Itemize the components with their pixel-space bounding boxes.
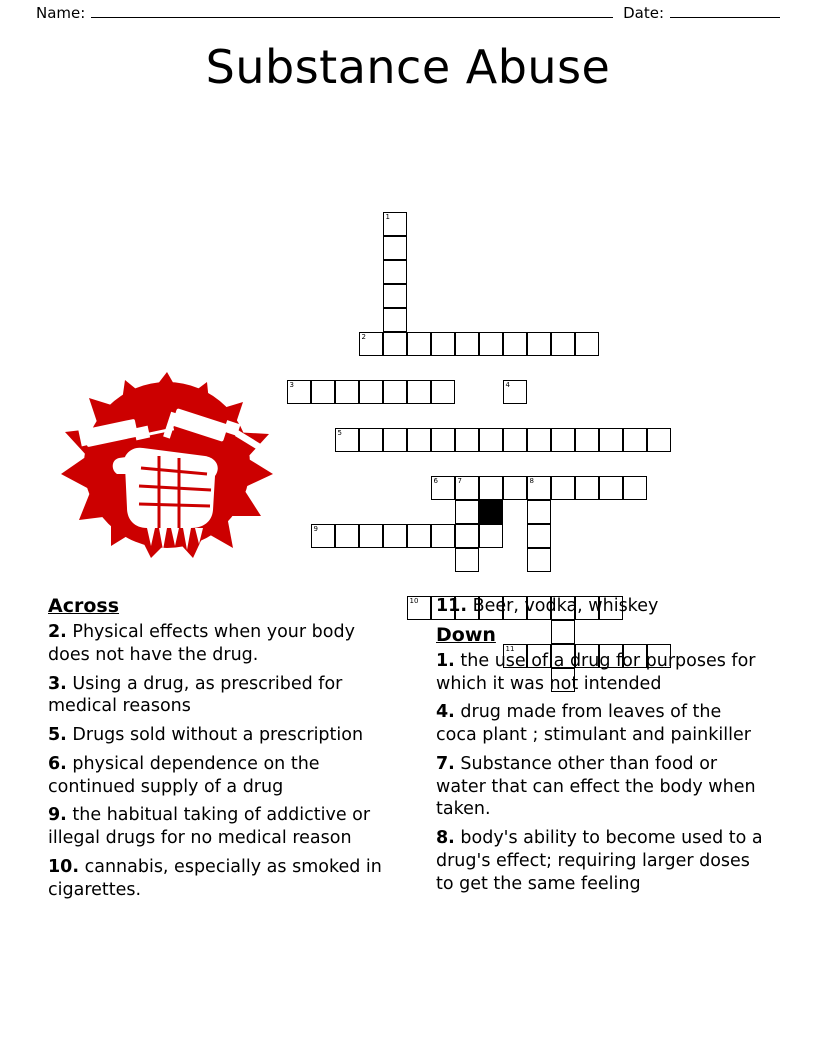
clue-number: 6. — [48, 753, 67, 774]
clue-across-9 — [48, 804, 390, 850]
clues-column-left — [40, 595, 408, 907]
grid-cell[interactable] — [455, 548, 479, 572]
grid-cell[interactable] — [455, 476, 479, 500]
grid-cell[interactable] — [623, 476, 647, 500]
grid-cell-number: 11 — [505, 645, 515, 653]
grid-cell[interactable] — [527, 500, 551, 524]
grid-cell[interactable] — [527, 548, 551, 572]
grid-cell[interactable] — [407, 428, 431, 452]
grid-cell[interactable] — [503, 332, 527, 356]
grid-cell[interactable] — [407, 380, 431, 404]
grid-cell[interactable] — [431, 380, 455, 404]
grid-cell[interactable] — [431, 476, 455, 500]
clue-number: 9. — [48, 805, 67, 826]
clue-text: Using a drug, as prescribed for medical reasons — [48, 673, 343, 717]
grid-cell[interactable] — [335, 380, 359, 404]
grid-cell-blocked — [479, 500, 503, 524]
across-heading: Across — [48, 595, 120, 617]
clue-number: 3. — [48, 673, 67, 694]
grid-cell[interactable] — [479, 332, 503, 356]
grid-cell[interactable] — [527, 476, 551, 500]
clue-text: body's ability to become used to a drug's effect; requiring larger doses to get the same feeling — [436, 828, 763, 894]
clue-text: physical dependence on the continued supply of a drug — [48, 753, 320, 797]
clue-down-1 — [436, 650, 766, 696]
grid-cell[interactable] — [575, 332, 599, 356]
grid-cell-number: 2 — [361, 333, 366, 341]
grid-cell[interactable] — [455, 500, 479, 524]
grid-cell[interactable] — [383, 308, 407, 332]
clue-down-8 — [436, 827, 766, 895]
grid-cell[interactable] — [455, 524, 479, 548]
grid-cell[interactable] — [359, 332, 383, 356]
clue-number: 2. — [48, 622, 67, 642]
grid-cell[interactable] — [359, 428, 383, 452]
grid-cell[interactable] — [335, 524, 359, 548]
grid-cell[interactable] — [503, 476, 527, 500]
grid-cell[interactable] — [359, 380, 383, 404]
clue-number: 8. — [436, 828, 455, 848]
grid-cell-number: 10 — [409, 597, 419, 605]
grid-cell[interactable] — [383, 428, 407, 452]
grid-cell[interactable] — [431, 332, 455, 356]
clue-down-7 — [436, 753, 766, 821]
grid-cell[interactable] — [311, 524, 335, 548]
clue-number: 4. — [436, 702, 455, 723]
fist-syringe-icon — [55, 370, 275, 560]
grid-cell[interactable] — [431, 428, 455, 452]
name-label: Name: — [36, 4, 86, 22]
clue-down-4 — [436, 701, 766, 747]
grid-cell[interactable] — [455, 332, 479, 356]
clue-text: Drugs sold without a prescription — [72, 725, 364, 745]
clue-across-2 — [48, 621, 390, 667]
clue-text: the habitual taking of addictive or illegal drugs for no medical reason — [48, 805, 371, 848]
clue-text: Substance other than food or water that can effect the body when taken. — [436, 753, 756, 820]
grid-cell-number: 7 — [457, 477, 462, 485]
clues-column-right — [408, 595, 776, 907]
grid-cell[interactable] — [407, 524, 431, 548]
grid-cell[interactable] — [503, 380, 527, 404]
grid-cell[interactable] — [479, 428, 503, 452]
page-title: Substance Abuse — [205, 40, 611, 94]
clue-text: the use of a drug for purposes for which it was not intended — [436, 650, 756, 694]
clue-text: drug made from leaves of the coca plant ; stimulant and painkiller — [436, 702, 751, 745]
grid-cell[interactable] — [575, 428, 599, 452]
grid-cell[interactable] — [407, 332, 431, 356]
grid-cell[interactable] — [623, 428, 647, 452]
clue-text: cannabis, especially as smoked in cigarettes. — [48, 856, 382, 900]
grid-cell-number: 8 — [529, 477, 534, 485]
date-write-line — [670, 5, 780, 18]
grid-cell[interactable] — [479, 524, 503, 548]
clue-text: Physical effects when your body does not have the drug. — [48, 622, 355, 665]
clues-section — [0, 595, 816, 907]
grid-cell[interactable] — [527, 428, 551, 452]
grid-cell[interactable] — [335, 428, 359, 452]
grid-cell-number: 1 — [385, 213, 390, 221]
clue-number: 10. — [48, 856, 80, 877]
grid-cell[interactable] — [383, 332, 407, 356]
clue-across-5 — [48, 724, 390, 747]
grid-cell[interactable] — [575, 476, 599, 500]
grid-cell-number: 9 — [313, 525, 318, 533]
grid-cell[interactable] — [311, 380, 335, 404]
clue-number: 1. — [436, 650, 455, 671]
grid-cell[interactable] — [383, 260, 407, 284]
name-write-line — [91, 5, 613, 18]
grid-cell[interactable] — [599, 428, 623, 452]
grid-cell[interactable] — [599, 476, 623, 500]
grid-cell[interactable] — [647, 428, 671, 452]
grid-cell[interactable] — [383, 284, 407, 308]
grid-cell[interactable] — [359, 524, 383, 548]
grid-cell[interactable] — [527, 332, 551, 356]
clue-number: 11. — [436, 596, 468, 616]
grid-cell[interactable] — [287, 380, 311, 404]
date-label: Date: — [623, 4, 664, 22]
clue-number: 5. — [48, 725, 67, 745]
grid-cell[interactable] — [503, 428, 527, 452]
grid-cell[interactable] — [383, 212, 407, 236]
worksheet-header — [0, 0, 816, 22]
grid-cell[interactable] — [479, 476, 503, 500]
grid-cell-number: 6 — [433, 477, 438, 485]
grid-cell[interactable] — [551, 476, 575, 500]
grid-cell[interactable] — [383, 236, 407, 260]
grid-cell[interactable] — [431, 524, 455, 548]
grid-cell[interactable] — [551, 428, 575, 452]
grid-cell[interactable] — [527, 524, 551, 548]
clue-across-3 — [48, 673, 390, 719]
grid-cell[interactable] — [551, 332, 575, 356]
grid-cell-number: 5 — [337, 429, 342, 437]
grid-cell-number: 4 — [505, 381, 510, 389]
clue-number: 7. — [436, 753, 455, 774]
down-heading: Down — [436, 623, 496, 646]
clue-text: Beer, vodka, whiskey — [472, 596, 659, 616]
grid-cell[interactable] — [455, 428, 479, 452]
grid-cell-number: 3 — [289, 381, 294, 389]
clue-across-6 — [48, 753, 390, 799]
clue-across-10 — [48, 856, 390, 902]
grid-cell[interactable] — [383, 524, 407, 548]
clue-across-11 — [436, 595, 766, 618]
grid-cell[interactable] — [383, 380, 407, 404]
